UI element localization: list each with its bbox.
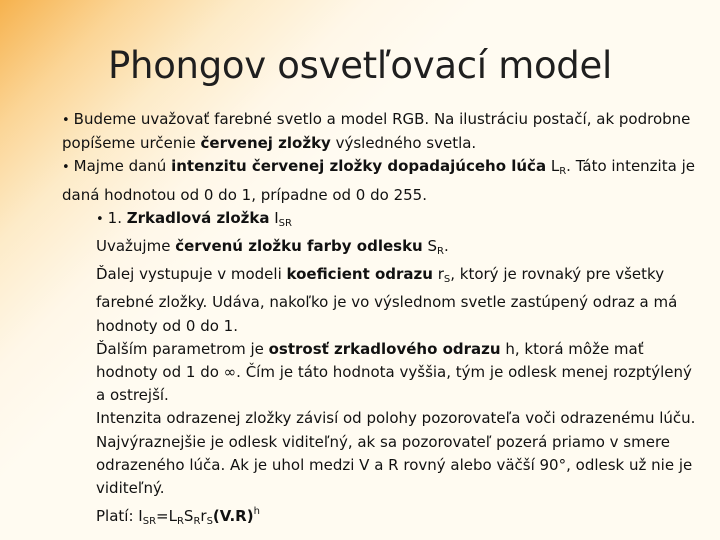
text: Majme danú bbox=[73, 157, 172, 176]
paragraph-6 bbox=[62, 338, 702, 408]
text: Platí: bbox=[96, 507, 139, 526]
text: výsledného svetla. bbox=[330, 134, 477, 153]
bold-text: červenej zložky bbox=[200, 134, 331, 153]
formula-symbol: =L bbox=[156, 507, 177, 526]
slide-title: Phongov osvetľovací model bbox=[108, 44, 612, 87]
subscript: R bbox=[559, 166, 567, 178]
paragraph-1 bbox=[62, 108, 702, 155]
text: Intenzita odrazenej zložky závisí od polohy pozorovateľa voči odrazenému lúču. Najvýraznejšie je odlesk viditeľný, ak sa pozorovateľ pozerá priamo v smere odrazeného lúča. Ak je uhol medzi V a R rovný alebo väčší 90°, odlesk už nie je viditeľný. bbox=[96, 409, 696, 498]
formula-bold: (V.R) bbox=[212, 507, 254, 526]
text: S bbox=[422, 237, 438, 256]
formula-symbol: S bbox=[183, 507, 194, 526]
text: . Táto intenzita je daná hodnotou od 0 do 1, prípadne od 0 do 255. bbox=[62, 157, 695, 204]
bullet-icon: • bbox=[62, 113, 70, 128]
bold-text: červenú zložku farby odlesku bbox=[175, 237, 423, 256]
bold-text: ostrosť zrkadlového odrazu bbox=[268, 339, 501, 358]
subscript: S bbox=[443, 274, 451, 286]
subscript: SR bbox=[142, 516, 157, 528]
text: Ďalej vystupuje v modeli bbox=[96, 265, 287, 284]
subscript: SR bbox=[278, 217, 292, 229]
subscript: R bbox=[176, 516, 184, 528]
text: , ktorý je rovnaký pre všetky farebné zložky. Udáva, nakoľko je vo výslednom svetle zastúpený odraz a má hodnoty od 0 do 1. bbox=[96, 265, 678, 335]
formula-line bbox=[62, 500, 702, 533]
paragraph-5 bbox=[62, 263, 702, 338]
formula-symbol: r bbox=[200, 507, 207, 526]
paragraph-3 bbox=[62, 207, 702, 235]
paragraph-7 bbox=[62, 407, 702, 500]
paragraph-4 bbox=[62, 235, 702, 263]
text: L bbox=[546, 157, 560, 176]
text: Ďalším parametrom je bbox=[96, 339, 269, 358]
bold-text: koeficient odrazu bbox=[286, 265, 433, 284]
subscript: S bbox=[206, 516, 213, 528]
superscript: h bbox=[253, 506, 260, 518]
text: I bbox=[269, 208, 279, 227]
subscript: R bbox=[437, 246, 444, 258]
text: Uvažujme bbox=[96, 237, 176, 256]
paragraph-2 bbox=[62, 155, 702, 206]
text: . bbox=[443, 237, 449, 256]
bold-text: Zrkadlová zložka bbox=[126, 208, 270, 227]
formula-symbol: I bbox=[138, 507, 143, 526]
text: r bbox=[432, 265, 444, 284]
bullet-icon: • bbox=[96, 211, 104, 227]
bullet-icon: • bbox=[62, 160, 70, 176]
subscript: R bbox=[193, 516, 201, 528]
text: Budeme uvažovať farebné svetlo a model RGB. Na ilustráciu postačí, ak podrobne popíšeme určenie bbox=[62, 110, 691, 153]
slide-content bbox=[62, 108, 702, 533]
text: h, ktorá môže mať hodnoty od 1 do ∞. Čím je táto hodnota vyššia, tým je odlesk menej rozptýlený a ostrejší. bbox=[96, 339, 692, 405]
bold-text: intenzitu červenej zložky dopadajúceho lúča bbox=[171, 157, 547, 176]
text: 1. bbox=[107, 208, 127, 227]
